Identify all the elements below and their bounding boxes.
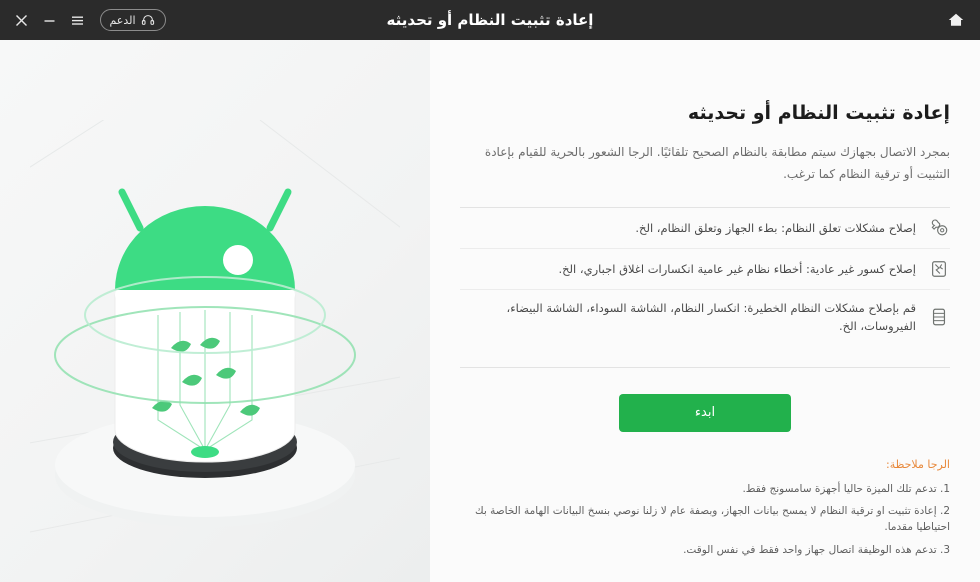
notes-title: الرجا ملاحظة:: [885, 457, 950, 471]
list-item: 2. إعادة تثبيت او ترقية النظام لا يمسح بيانات الجهاز، وبصفة عام لا زلنا نوصي بنسخ البيانات الهامة الخاصة بك احتياطيا مقدما.: [474, 505, 950, 534]
menu-icon[interactable]: [64, 7, 90, 33]
main-content: [0, 40, 980, 582]
feature-item: [460, 208, 950, 248]
info-panel: [430, 40, 980, 582]
page-subtitle: بمجرد الاتصال بجهازك سيتم مطابقة بالنظام الصحيح تلقائيًا. الرجا الشعور بالحرية للقيام بإعادة التثبيت أو ترقية النظام كما ترغب.: [484, 144, 950, 181]
start-button[interactable]: ابدء: [619, 394, 791, 432]
feature-text: إصلاح مشكلات تعلق النظام: بطء الجهاز وتعلق النظام، الخ.: [635, 220, 916, 235]
notes-list: [460, 478, 950, 561]
support-button[interactable]: [100, 9, 166, 31]
device-storage-icon: [928, 306, 950, 328]
android-robot-illustration: [30, 120, 400, 540]
title-bar: [0, 0, 980, 40]
title-bar-left-controls: [0, 0, 166, 40]
feature-text: إصلاح كسور غير عادية: أخطاء نظام غير عامية انكسارات اغلاق اجباري، الخ.: [558, 261, 916, 276]
notes-section: [460, 458, 950, 561]
divider: [460, 367, 950, 368]
feature-item: [460, 290, 950, 345]
feature-item: [460, 249, 950, 289]
list-item: 1. تدعم تلك الميزة حاليا أجهزة سامسونج فقط.: [742, 482, 950, 495]
title-bar-right-controls: [944, 0, 980, 40]
broken-screen-icon: [928, 258, 950, 280]
page-title: إعادة تثبيت النظام أو تحديثه: [687, 102, 950, 124]
start-button-wrapper: [460, 394, 950, 432]
support-label: الدعم: [109, 13, 136, 27]
illustration-area: [0, 40, 430, 582]
wrench-gear-icon: [928, 217, 950, 239]
home-icon[interactable]: [944, 8, 968, 32]
minimize-icon[interactable]: [36, 7, 62, 33]
feature-text: قم بإصلاح مشكلات النظام الخطيرة: انكسار النظام، الشاشة السوداء، الشاشة البيضاء، الفيروسات، الخ.: [506, 300, 916, 334]
window-title: إعادة تثبيت النظام أو تحديثه: [386, 11, 594, 29]
list-item: 3. تدعم هذه الوظيفة اتصال جهاز واحد فقط في نفس الوقت.: [683, 543, 950, 556]
headset-icon: [141, 13, 155, 27]
close-icon[interactable]: [8, 7, 34, 33]
